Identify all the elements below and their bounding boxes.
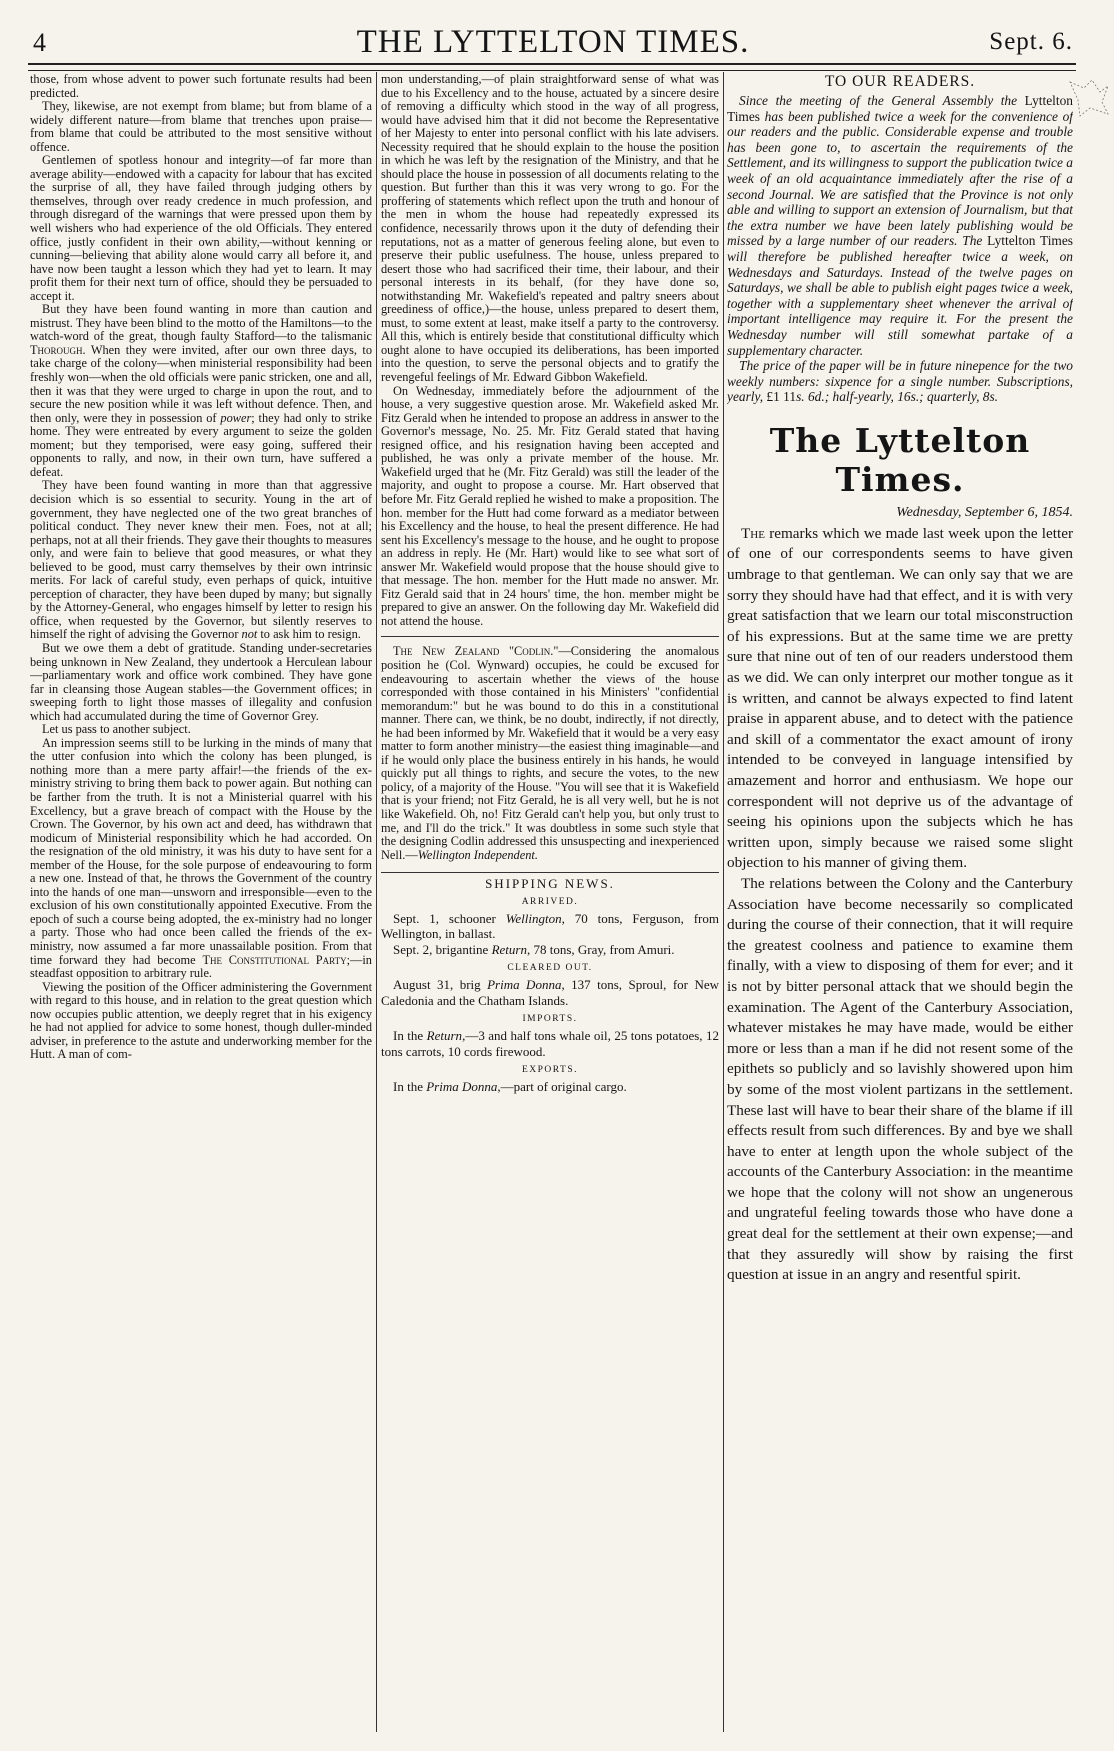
paragraph: Viewing the position of the Officer administering the Government with regard to this house, and in relation to the great question which now occupies public attention, we deeply regret that in his exigency he had not applied for advice to some honest, though duller-minded adviser, in preference to the astute and underworking member for the Hutt. A man of com-: [30, 979, 372, 1062]
issue-date: Sept. 6.: [989, 28, 1073, 55]
paragraph: The relations between the Colony and the Canterbury Association have become necessarily so complicated during the course of their connection, that it will require the greatest coolness and patience to examine them finally, with a view to disposing of them for ever; and it is not by bitter personal attack that we should begin the examination. The Agent of the Canterbury Association, whatever mistakes he may have made, would be either more or less than a man if he did not resent some of the epithets so publicly and so lavishly showered upon him by some of the most violent partizans in the settlement. These last will have to bear their share of the blame if ill effects result from such differences. By and bye we shall have to enter at length upon the whole subject of the accounts of the Canterbury Association: in the meantime we hope that the colony will not show an ungenerous and ungrateful feeling towards those who have done a great deal for the settlement at their own expense;—and that they assuredly will show by raising the first question at issue in an angry and resentful spirit.: [727, 874, 1073, 1284]
arrived-label: ARRIVED.: [521, 896, 579, 907]
column-2: [381, 73, 719, 1095]
editorial-date: Wednesday, September 6, 1854.: [896, 504, 1073, 520]
paragraph: Let us pass to another subject.: [42, 722, 191, 737]
shipping-entry: Sept. 1, schooner Wellington, 70 tons, Ferguson, from Wellington, in ballast.: [381, 911, 719, 942]
readers-notice-title: TO OUR READERS.: [824, 73, 976, 90]
codlin-article: The New Zealand "Codlin."—Considering the anomalous position he (Col. Wynward) occupies, he could be excused for endeavouring to ascertain whether the views of the house corresponded with those contained in his Ministers' "confidential memorandum:" but he was bound to do this in a constitutional manner. There can, we think, be no doubt, indirectly, if not directly, he had been informed by Mr. Wakefield that it would be a very easy matter to form another ministry—the easiest thing imaginable—and if he would only place the business entirely in his hands, he would quickly put all things to rights, and secure the votes, to the new policy, of a majority of the House. "You will see that it is Wakefield that is your friend; not Fitz Gerald, he is all very well, but he is not like Wakefield. Oh, no! Fitz Gerald can't help you, but only trust to me, and I'll do the trick." It was doubtless in some such style that the designing Codlin addressed this unsuspecting and inexperienced Nell.—Wellington Independent.: [381, 644, 719, 862]
column-rule-2: [723, 72, 724, 1732]
page-header: [33, 22, 1073, 62]
paragraph: The price of the paper will be in future ninepence for the two weekly numbers: sixpence for a single number. Subscriptions, yearly, £1 11s. 6d.; half-yearly, 16s.; quarterly, 8s.: [727, 358, 1073, 405]
shipping-entry: Sept. 2, brigantine Return, 78 tons, Gray, from Amuri.: [393, 941, 675, 957]
shipping-entry: August 31, brig Prima Donna, 137 tons, Sproul, for New Caledonia and the Chatham Islands.: [381, 977, 719, 1008]
editorial-masthead: The Lyttelton Times.: [769, 420, 1031, 499]
column-1: [30, 73, 372, 1062]
shipping-news: [381, 872, 719, 1094]
article-separator: [381, 636, 719, 637]
paragraph: Since the meeting of the General Assembly the Lyttelton Times has been published twice a week for the convenience of our readers and the public. Considerable expense and trouble has been gone to, to ascertain the requirements of the Settlement, and its willingness to support the publication twice a week of an old acquaintance immediately after the rise of a second Journal. We are satisfied that the Province is not only able and willing to support an extension of Journalism, but that the extra number we have been lately publishing would be missed by a large number of our readers. The Lyttelton Times will therefore be published hereafter twice a week, on Wednesdays and Saturdays. Instead of the twelve pages on Saturdays, we shall be able to publish eight pages twice a week, together with a supplementary sheet whenever the arrival of important intelligence may require it. For the present the Wednesday number will still somewhat partake of a supplementary character.: [727, 93, 1073, 358]
masthead-title: THE LYTTELTON TIMES.: [356, 24, 750, 60]
paragraph: mon understanding,—of plain straightforward sense of what was due to his Excellency and to the house, actuated by a sincere desire of removing a difficulty which stood in the way of all progress, would have advised him that it did not become the Representative of her Majesty to enter into personal conflict with his late advisers. Necessity required that he should explain to the house the position in which he was left by the resignation of the Ministry, and that he should place the house in possession of all documents relating to the question. But further than this it was very wrong to go. For the proffering of statements which reflect upon the truth and honour of the men in whom the house had repeatedly expressed its confidence, necessarily throws upon it the duty of defending their reputations, not as a matter of generous feeling alone, but even to preserve their public usefulness. The house, unless prepared to desert those who had sacrificed their time, their labour, and their personal interests in its behalf, (for they have done so, notwithstanding Mr. Wakefield's repeated and paltry sneers about greediness of office,)—the house, unless prepared to desert them, must, to some extent at least, make itself a party to the controversy. All this, which is entirely beside that constitutional difficulty which ought alone to have occupied its deliberations, has been imported into the question, to serve the personal objects and to gratify the revengeful feelings of Mr. Edward Gibbon Wakefield.: [381, 73, 719, 385]
header-rule: [28, 63, 1076, 71]
editorial: [727, 524, 1073, 1286]
column-3: [727, 73, 1073, 1286]
paragraph: Gentlemen of spotless honour and integrity—of far more than average ability—endowed with a capacity for labour that has excited the surprise of all, they have failed through judging others by themselves, through over ready credence in much profession, and through disregard of the warnings that were pressed upon them by well wishers who had experience of the old Officials. They entered office, justly confident in their own ability,—without kenning or cunning—believing that ability alone would carry all before it, and have now been taught a lesson which they had yet to learn. It may profit them for their next turn of office, should they be persuaded to accept it.: [30, 153, 372, 303]
shipping-title: SHIPPING NEWS.: [485, 876, 615, 892]
paragraph: But they have been found wanting in more than caution and mistrust. They have been blind to the motto of the Hamiltons—to the watch-word of the great, though faulty Stafford—to the talismanic Thorough. When they were invited, after our own three days, to take charge of the colony—when ministerial responsibility had been freshly won—when the old officials were panic stricken, one and all, then it was that they were urged to charge in upon the rout, and to secure the new position while it was left without defence. Then, and then only, were they in possession of power; they had only to strike home. They were entreated by every argument to seize the golden moment; but they temporised, were easy going, suffered their opponents to rally, and now, in their own turn, have suffered a defeat.: [30, 302, 372, 479]
article-heading: The New Zealand "Codlin.": [393, 644, 559, 659]
paragraph: On Wednesday, immediately before the adjournment of the house, a very suggestive question arose. Mr. Wakefield asked Mr. Fitz Gerald when he intended to propose an address in answer to the Governor's message, No. 25. Mr. Fitz Gerald stated that having resigned office, and his resignation having been accepted and published, he was only a private member of the house. Mr. Wakefield urged that he (Mr. Fitz Gerald) was still the leader of the majority, and ought to propose a course. Mr. Hart observed that before Mr. Fitz Gerald replied he wished to make a proposition. The hon. member for the Hutt had come forward as a mediator between his Excellency and the house, to heal the present difference. He had sent his Excellency's message to the house, and he ought to propose an address in reply. He (Mr. Hart) would like to see what sort of answer Mr. Wakefield would propose that the house should give to that message. The hon. member for the Hutt made no answer. Mr. Fitz Gerald said that in 24 hours' time, the hon. member might be prepared to give an answer. On the following day Mr. Wakefield did not attend the house.: [381, 383, 719, 628]
shipping-entry: In the Return,—3 and half tons whale oil, 25 tons potatoes, 12 tons carrots, 10 cords firewood.: [381, 1028, 719, 1059]
readers-notice: [727, 93, 1073, 405]
exports-label: EXPORTS.: [521, 1064, 579, 1075]
paragraph: But we owe them a debt of gratitude. Standing under-secretaries being unknown in New Zealand, they undertook a Herculean labour—parliamentary work and office work combined. They have gone far in cleansing those Augean stables—the Government offices; in sweeping forth to light those masses of illegality and confusion which had accumulated during the time of Governor Grey.: [30, 640, 372, 723]
imports-label: IMPORTS.: [522, 1013, 578, 1024]
paragraph: They, likewise, are not exempt from blame; but from blame of a widely different nature—from blame that trenches upon praise—from blame that could be attributed to the most sensitive without offence.: [30, 99, 372, 154]
paragraph: An impression seems still to be lurking in the minds of many that the utter confusion into which the colony has been plunged, is nothing more than a mere party affair!—the friends of the ex-ministry striving to bring them back to power again. But nothing can be farther from the truth. It is not a Ministerial quarrel with his Excellency, but a grave breach of compact with the House by the Crown. The Governor, by his own act and deed, has withdrawn that modicum of Ministerial responsibility which he had accorded. On the resignation of the old ministry, it was his duty to have sent for a member of the House, for the sole purpose of endeavouring to form a new one. Instead of that, he throws the Government of the country into the hands of one man—unsworn and irresponsible—even to the exclusion of his own constitutionally appointed Executive. From the epoch of such a course being adopted, the ex-ministry had no longer a party. Those who had once been called the friends of the ex-ministry, now assumed a far more unassailable position. From that time forward they had become The Constitutional Party;—in steadfast opposition to arbitrary rule.: [30, 735, 372, 981]
paragraph: those, from whose advent to power such fortunate results had been predicted.: [30, 73, 372, 100]
cleared-label: CLEARED OUT.: [507, 962, 593, 973]
shipping-entry: In the Prima Donna,—part of original cargo.: [393, 1079, 627, 1095]
page-number: 4: [33, 28, 46, 57]
paragraph: The remarks which we made last week upon the letter of one of our correspondents seems to have given umbrage to that gentleman. We can only say that we are sorry they should have had that effect, and it is with very great satisfaction that we learn our total misconstruction of his expressions. But at the same time we are pretty sure that nine out of ten of our readers understood them as we did. We can only interpret our mother tongue as it is written, and cannot be always expected to find latent praise in apparent abuse, and to detect with the patience and skill of a commentator the exact amount of irony intended to be conveyed in language intensified by amazement and horror and enthusiasm. We hope our correspondent will not deprive us of the advantage of seeing his opinions upon the subjects which he has written upon, simply because we raised some slight objection to his manner of giving them.: [727, 524, 1073, 872]
paragraph: They have been found wanting in more than that aggressive decision which is so essential to security. Young in the art of government, they have neglected one of the two great branches of political conduct. They never knew their men. Foes, not at all; perhaps, not at all their friends. They gave their thoughts to measures only, and were fain to believe that good measures, or what they believed to be good, must carry themselves by their own intrinsic merits. For lack of careful study, even perhaps of quick, intuitive perception of character, they have been duped by many; but signally by the Attorney-General, who engages himself by letter to resign his office, when requested by the Governor, but silently reserves to himself the right of advising the Governor not to ask him to resign.: [30, 478, 372, 642]
column-rule-1: [376, 72, 377, 1732]
page-corner-tear: [1062, 78, 1110, 118]
